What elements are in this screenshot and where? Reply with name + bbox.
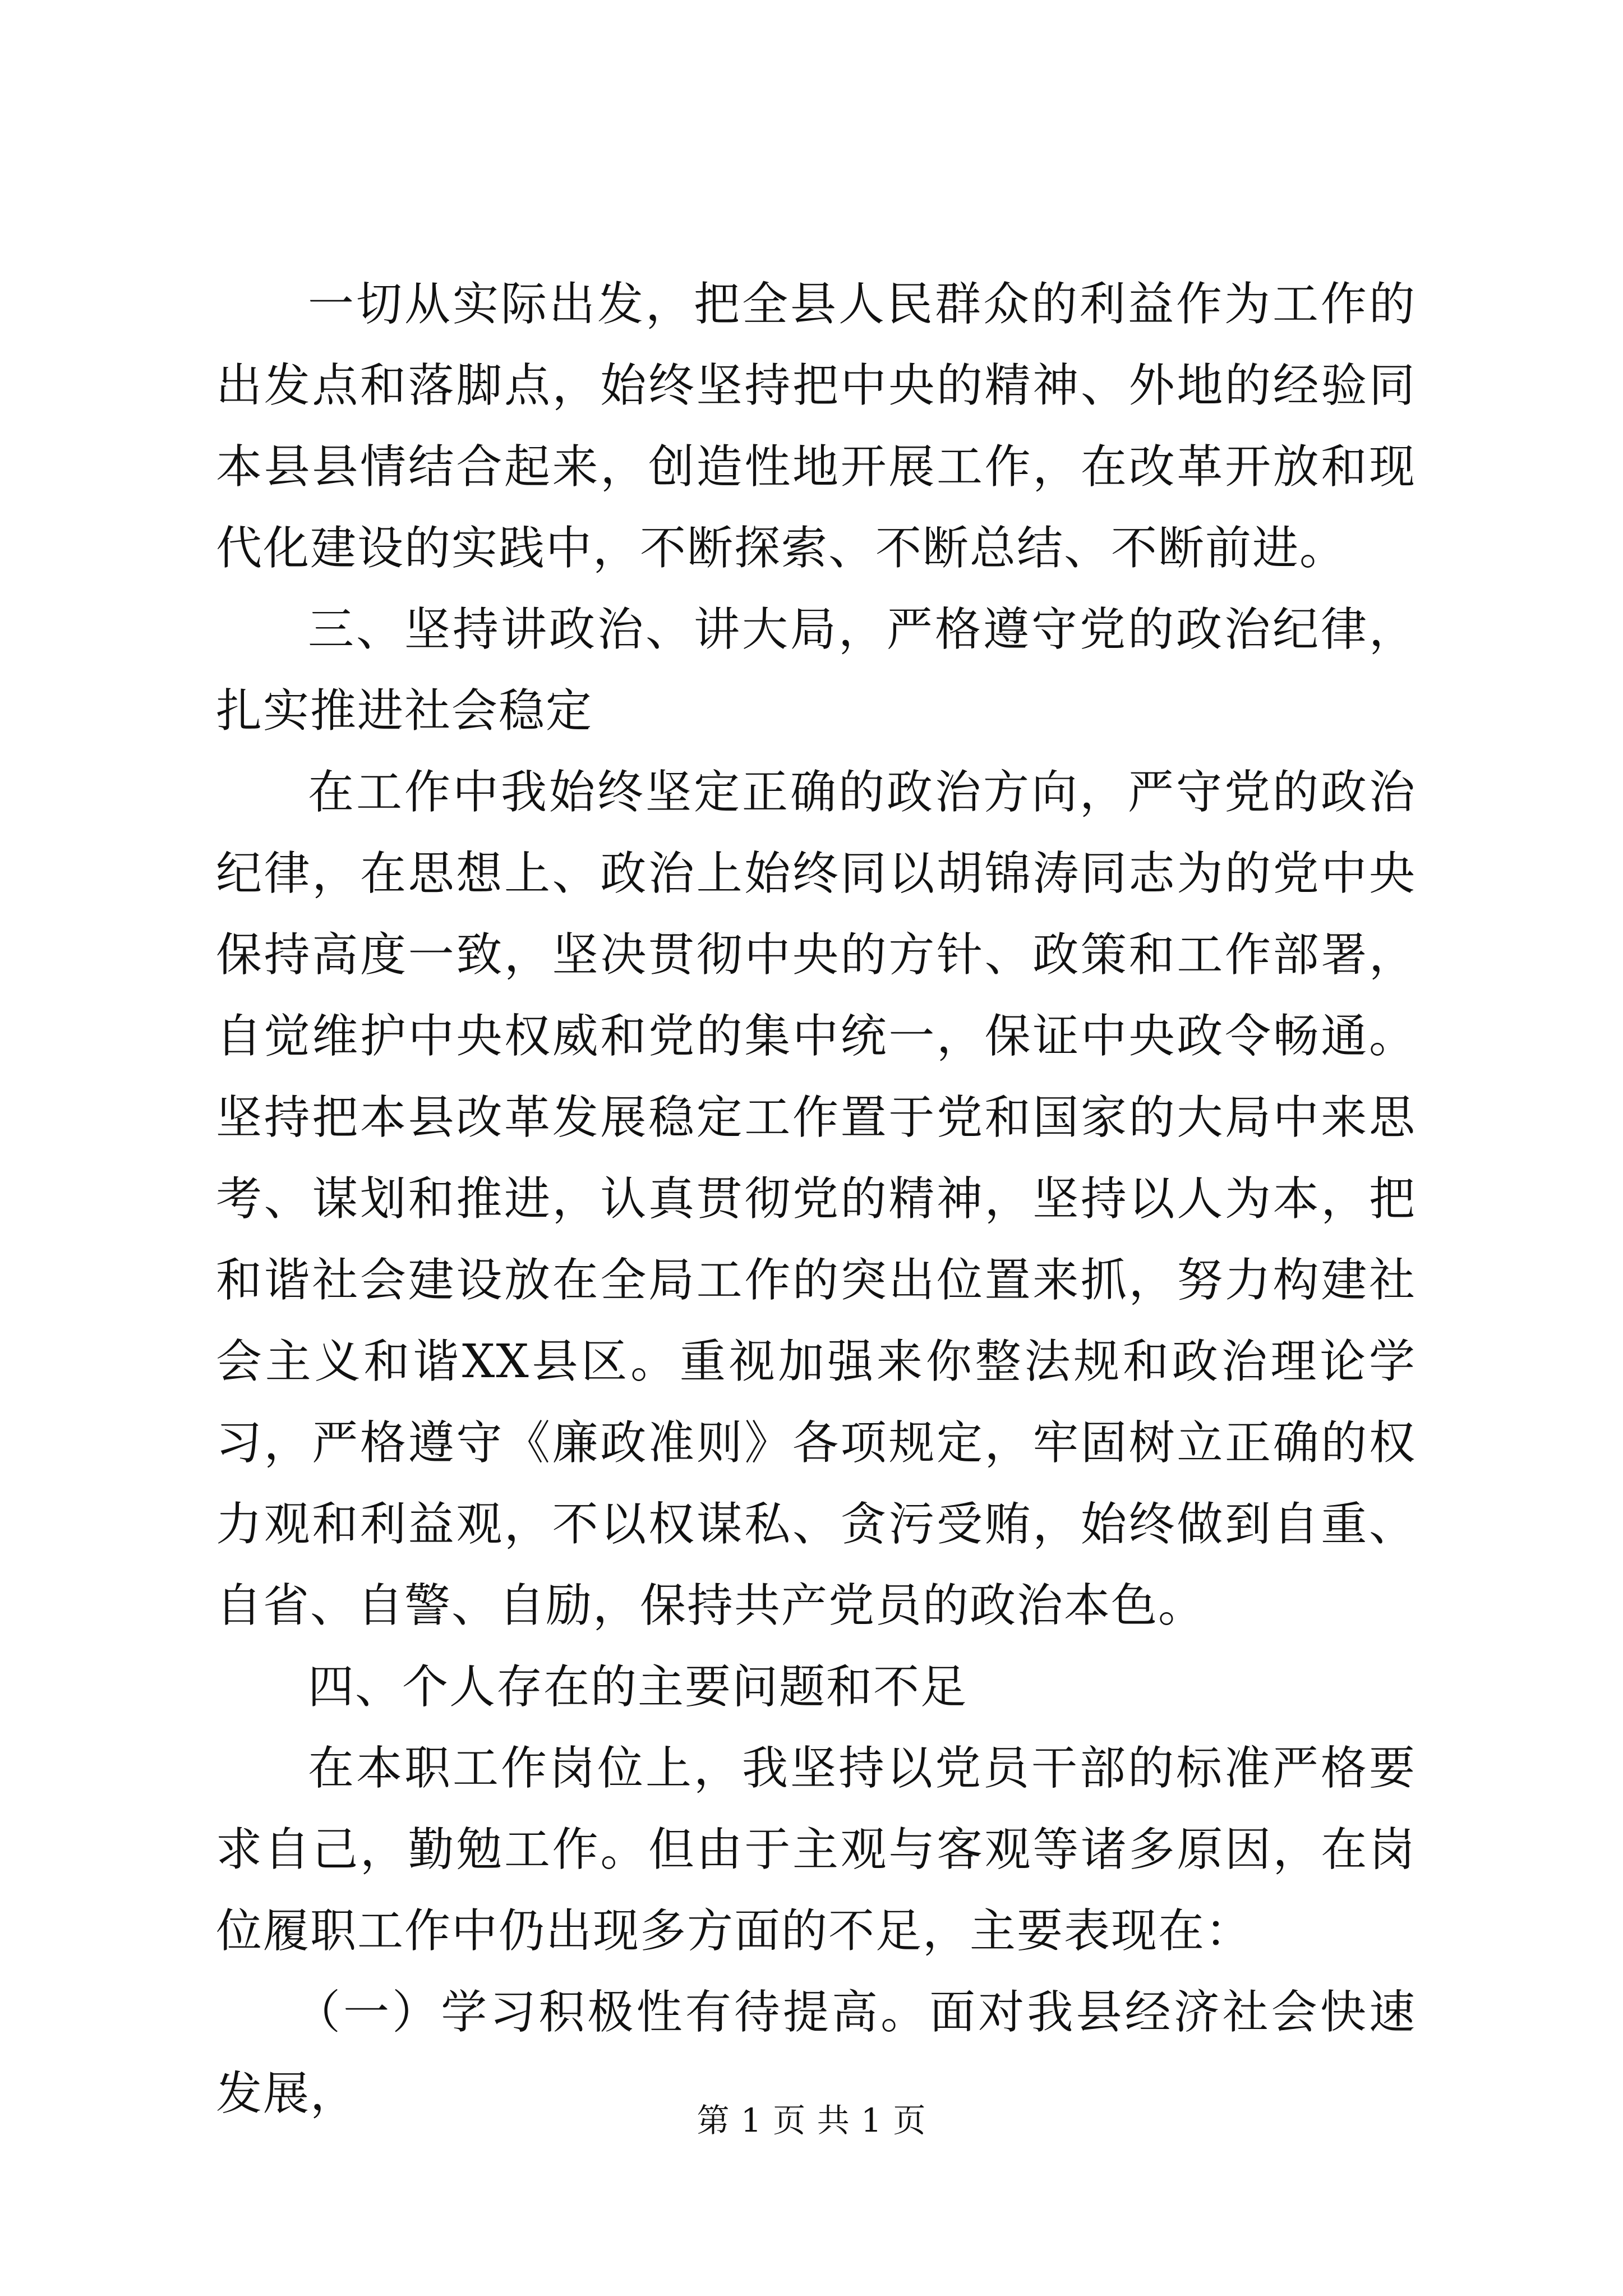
section-heading-four: 四、个人存在的主要问题和不足 [308,1660,968,1714]
paragraph-work-approach: 一切从实际出发，把全县人民群众的利益作为工作的出发点和落脚点，始终坚持把中央的精神、外地的经验同本县县情结合起来，创造性地开展工作，在改革开放和现代化建设的实践中，不断探索、不断总结、不断前进。 [216,278,1416,575]
section-heading-three: 三、坚持讲政治、讲大局，严格遵守党的政治纪律，扎实推进社会稳定 [216,603,1416,738]
page-footer [0,2101,1623,2140]
paragraph-item-one: （一）学习积极性有待提高。面对我县经济社会快速发展， [216,1986,1416,2120]
page-number-label: 第 1 页 共 1 页 [697,2101,926,2139]
document-body [216,264,1416,2134]
paragraph-political-discipline: 在工作中我始终坚定正确的政治方向，严守党的政治纪律，在思想上、政治上始终同以胡锦涛同志为的党中央保持高度一致，坚决贯彻中央的方针、政策和工作部署，自觉维护中央权威和党的集中统一，保证中央政令畅通。坚持把本县改革发展稳定工作置于党和国家的大局中来思考、谋划和推进，认真贯彻党的精神，坚持以人为本，把和谐社会建设放在全局工作的突出位置来抓，努力构建社会主义和谐XX县区。重视加强来你整法规和政治理论学习，严格遵守《廉政准则》各项规定，牢固树立正确的权力观和利益观，不以权谋私、贪污受贿，始终做到自重、自省、自警、自励，保持共产党员的政治本色。 [216,766,1416,1632]
paragraph-shortcomings-intro: 在本职工作岗位上，我坚持以党员干部的标准严格要求自己，勤勉工作。但由于主观与客观等诸多原因，在岗位履职工作中仍出现多方面的不足，主要表现在： [216,1742,1416,1958]
